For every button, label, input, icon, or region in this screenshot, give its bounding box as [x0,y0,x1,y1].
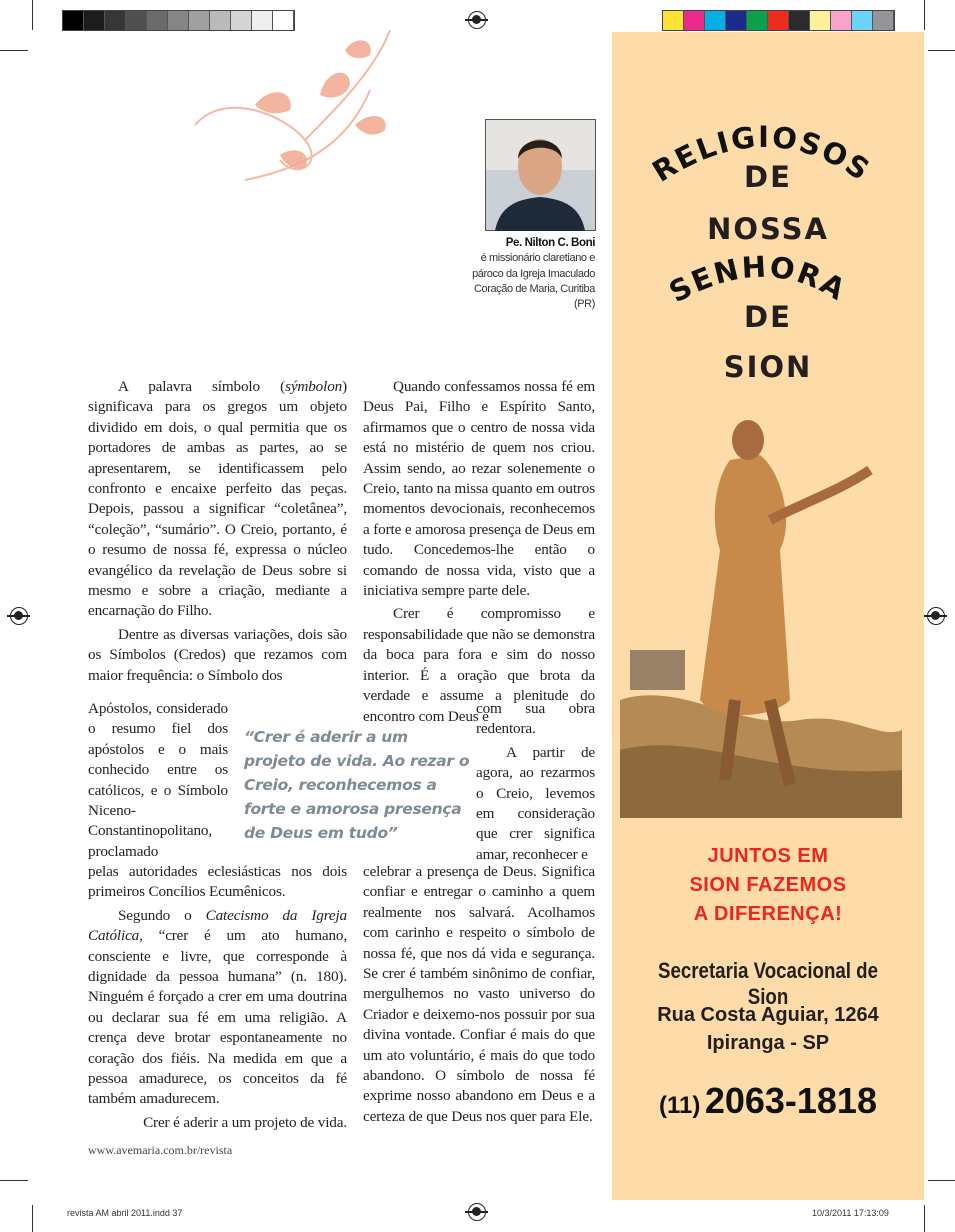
grayscale-bar [62,10,295,31]
article-column-right-lower [363,862,595,1130]
slogan-line: JUNTOS EM [707,845,829,867]
color-swatch [852,11,873,30]
sower-illustration [620,400,902,818]
floral-ornament [185,30,415,195]
paragraph: Apóstolos, considerado o resumo fiel dos apóstolos e o mais conhecido entre os católicos, e o Símbolo Niceno-Constantinopolitano, proclamado [88,700,228,860]
color-swatch [252,11,273,30]
color-swatch [189,11,210,30]
author-caption [455,236,595,312]
color-swatch [210,11,231,30]
ad-phone[interactable] [612,1080,924,1122]
ad-title-line: DE [744,300,792,334]
paragraph: Crer é aderir a um projeto de vida. [143,1113,347,1131]
crop-mark [32,1205,33,1232]
advertisement-panel [612,32,924,1200]
slogan-line: SION FAZEMOS [689,874,847,896]
footer-url[interactable]: www.avemaria.com.br/revista [88,1143,233,1157]
color-swatch [84,11,105,30]
paragraph: Dentre as diversas variações, dois são os Símbolos (Credos) que rezamos com maior frequência: o Símbolo dos [88,625,347,684]
article-column-left-lower [88,862,347,1136]
article-column-right-narrow [476,699,595,868]
registration-mark [10,607,28,625]
registration-mark [468,11,486,29]
registration-mark [468,1203,486,1221]
color-swatch [747,11,768,30]
color-swatch [831,11,852,30]
slogan-line: A DIFERENÇA! [693,903,843,925]
phone-area-code: (11) [659,1092,701,1119]
ad-title-line: NOSSA [707,212,829,246]
paragraph: A palavra símbolo (sýmbolon) significava para os gregos um objeto dividido em dois, o qual permitia que os portadores de ambas as partes, ao se apresentarem, se identificassem pelo confronto e encaixe perfeito das peças. Depois, passou a significar “coletânea”, “coleção”, “sumário”. O Creio, portanto, é o resumo de nossa fé, expressa o núcleo evangélico da revelação de Deus sobre si mesmo e sobre a criação, mediante a encarnação do Filho. [88,378,347,620]
paragraph: pelas autoridades eclesiásticas nos dois primeiros Concílios Ecumênicos. [88,863,347,901]
color-swatch [105,11,126,30]
ad-title-line: DE [744,160,792,194]
phone-number: 2063-1818 [704,1080,877,1121]
ad-secretaria: Secretaria Vocacional de Sion [657,958,879,1009]
author-name: Pe. Nilton C. Boni [505,237,595,249]
color-swatch [273,11,294,30]
crop-mark [0,1180,28,1181]
author-bio: é missionário claretiano e pároco da Igreja Imaculado Coração de Maria, Curitiba (PR) [472,252,595,311]
color-swatch [63,11,84,30]
registration-mark [927,607,945,625]
paragraph: Crer é compromisso e responsabilidade que não se demonstra da boca para fora e sim do nosso interior. É a oração que brota da verdade e assume a plenitude do encontro com Deus e [363,605,595,725]
color-swatch [147,11,168,30]
crop-mark [0,50,28,51]
color-swatch [726,11,747,30]
paragraph: Quando confessamos nossa fé em Deus Pai, Filho e Espírito Santo, afirmamos que o centro de nossa vida está no mistério de quem nos criou. Assim sendo, ao rezar solenemente o Creio, tanto na missa quanto em outros momentos devocionais, reconhecemos a forte e amorosa presença de Deus em tudo. Concedemos-lhe então o comando de nossa vida, visto que a iniciativa sempre parte dele. [363,378,595,600]
crop-mark [32,0,33,30]
ad-address: Rua Costa Aguiar, 1264 [657,1004,879,1026]
paragraph: celebrar a presença de Deus. Significa confiar e entregar o caminho a quem realmente nos salvará. Acolhamos com carinho e respeito o símbolo de nossa fé, que nos dá vida e segurança. Se crer é também sinônimo de confiar, mergulhemos no vasto universo do Criador e deixemo-nos possuir por sua divina vontade. Confiar é mais do que um ato voluntário, é mais do que todo abandono. O símbolo de nossa fé exprime nosso abandono em Deus e a certeza de que Deus nos quer para Ele. [363,863,595,1125]
ad-title-line: SENHORA [663,249,853,310]
paragraph: Segundo o Catecismo da Igreja Católica, “crer é um ato humano, consciente e livre, que corresponde à dignidade da pessoa humana” (n. 180). Ninguém é forçado a crer em uma doutrina ou declarar sua fé em uma religião. A crença deve brotar espontaneamente no coração dos fiéis. Na medida em que a pessoa amadurece, os conceitos da fé também amadurecem. [88,906,347,1108]
ad-title-line: RELIGIOSOS [646,119,878,189]
article-column-right [363,377,595,727]
paragraph: com sua obra redentora. [476,700,595,738]
color-swatch [231,11,252,30]
crop-mark [924,0,925,30]
article-column-left [88,377,347,686]
color-bar [662,10,895,31]
paragraph: A partir de agora, ao rezarmos o Creio, levemos em consideração que crer significa amar, reconhecer e [476,743,595,863]
crop-mark [924,1205,925,1232]
color-swatch [768,11,789,30]
color-swatch [789,11,810,30]
color-swatch [126,11,147,30]
pull-quote: “Crer é aderir a um projeto de vida. Ao rezar o Creio, reconhecemos a forte e amorosa presença de Deus em tudo” [244,728,470,842]
file-label: revista AM abril 2011.indd 37 [67,1208,183,1218]
color-swatch [873,11,894,30]
ad-title-line: SION [723,350,813,384]
crop-mark [928,1180,955,1181]
print-timestamp: 10/3/2011 17:13:09 [812,1208,889,1218]
color-swatch [663,11,684,30]
author-photo [485,119,596,231]
color-swatch [684,11,705,30]
color-swatch [810,11,831,30]
article-column-left-narrow [88,699,228,865]
color-swatch [168,11,189,30]
ad-slogan [612,842,924,929]
crop-mark [928,50,955,51]
color-swatch [705,11,726,30]
ad-city: Ipiranga - SP [706,1032,830,1054]
